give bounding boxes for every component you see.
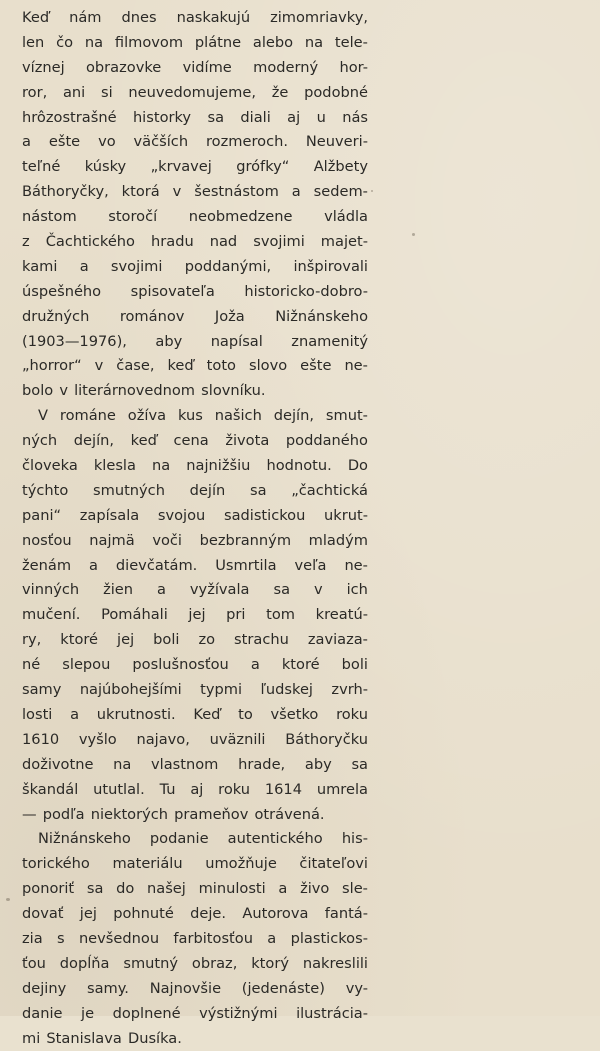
- word: vládla: [324, 208, 368, 226]
- word: vlastnom: [151, 755, 219, 773]
- text-line: [22, 354, 368, 379]
- word: smutných: [93, 481, 165, 499]
- word: na: [304, 33, 324, 51]
- word: historky: [132, 108, 192, 126]
- text-line: [22, 529, 368, 554]
- text-line: [22, 703, 368, 728]
- word: na: [113, 755, 132, 773]
- word: sedem-: [313, 183, 368, 201]
- word: dnes: [121, 9, 157, 26]
- word: cena: [173, 432, 209, 450]
- word: ror,: [22, 83, 48, 101]
- word: roku: [218, 780, 251, 798]
- text-line: [22, 578, 368, 603]
- word: aj: [190, 780, 204, 798]
- word: losti: [22, 705, 53, 723]
- word: autentického: [227, 830, 323, 848]
- word: v: [313, 581, 323, 599]
- word: dievčatám.: [115, 556, 198, 574]
- word: storočí: [108, 208, 158, 226]
- word: svojimi: [110, 257, 163, 275]
- paper-speck: [6, 898, 10, 901]
- word: Usmrtila: [215, 556, 277, 574]
- word: nad: [209, 233, 238, 251]
- word: aby: [155, 332, 183, 350]
- word: že: [271, 83, 289, 101]
- word: toto: [206, 357, 236, 375]
- word: pri: [226, 606, 246, 624]
- text-line: [22, 927, 368, 952]
- word: sa: [351, 755, 368, 773]
- word: umožňuje: [205, 855, 277, 873]
- word: živo: [300, 880, 330, 898]
- word: slovo: [248, 357, 288, 375]
- word: pohnuté: [113, 905, 174, 923]
- word: čase,: [116, 357, 155, 375]
- word: dejín,: [73, 432, 115, 450]
- word: doživotne: [22, 755, 94, 773]
- word: ľudskej: [260, 681, 313, 699]
- word: ženám: [22, 556, 72, 574]
- text-line: [22, 56, 368, 81]
- text-line: [22, 81, 368, 106]
- word: našej: [147, 880, 186, 898]
- text-line: [22, 952, 368, 977]
- text-line: [22, 205, 368, 230]
- word: najúbohejšími: [79, 681, 182, 699]
- word: Autorova: [242, 905, 309, 923]
- word: keď: [130, 432, 157, 450]
- word: Do: [347, 457, 368, 475]
- word: ne-: [344, 556, 368, 574]
- word: smut-: [325, 407, 368, 425]
- word: hodnotu.: [266, 457, 332, 475]
- word: neuvedomujeme,: [128, 83, 256, 101]
- text-line: [22, 1027, 368, 1051]
- word: škandál: [22, 780, 79, 798]
- word: ich: [346, 581, 368, 599]
- paper-speck: [371, 190, 373, 192]
- text-line: [22, 454, 368, 479]
- word: do: [116, 880, 135, 898]
- word: zimomriavky,: [270, 9, 368, 26]
- word: vy-: [345, 979, 368, 997]
- paragraph: [22, 404, 368, 827]
- word: klesla: [93, 457, 136, 475]
- word: plastickos-: [290, 929, 368, 947]
- word: Báthoryčku: [285, 730, 368, 748]
- text-line: [22, 728, 368, 753]
- word: svojimi: [253, 233, 305, 251]
- word: nám: [69, 9, 102, 26]
- word: ktorý: [251, 954, 289, 972]
- word: ktoré: [281, 656, 320, 674]
- paper-speck: [412, 233, 415, 236]
- word: né: [22, 656, 41, 674]
- word: neobmedzene: [188, 208, 293, 226]
- word: na: [84, 33, 104, 51]
- word: ilustrácia-: [296, 1004, 368, 1022]
- word: družných: [22, 307, 90, 325]
- word: grófky“: [236, 158, 290, 176]
- word: Čachtického: [45, 233, 135, 251]
- word: a: [22, 133, 31, 151]
- text-line: [22, 330, 368, 355]
- word: slovníku.: [201, 382, 266, 400]
- word: ťou: [22, 954, 46, 972]
- word: kreatú-: [315, 606, 368, 624]
- word: umrela: [316, 780, 368, 798]
- word: „čachtická: [291, 481, 368, 499]
- word: ponoriť: [22, 880, 75, 898]
- word: ne-: [344, 357, 368, 375]
- text-line: [22, 379, 368, 404]
- word: hrade,: [238, 755, 286, 773]
- word: aj: [287, 108, 301, 126]
- word: samy: [22, 681, 62, 699]
- word: znamenitý: [291, 332, 368, 350]
- text-line: [22, 429, 368, 454]
- text-line: [22, 504, 368, 529]
- word: románov: [119, 307, 185, 325]
- word: jej: [117, 631, 135, 649]
- word: —: [22, 805, 37, 823]
- word: alebo: [252, 33, 294, 51]
- word: boli: [341, 656, 368, 674]
- word: týchto: [22, 481, 69, 499]
- word: hor-: [339, 58, 368, 76]
- word: čitateľovi: [299, 855, 368, 873]
- text-line: [22, 902, 368, 927]
- word: Joža: [214, 307, 245, 325]
- word: jej: [188, 606, 206, 624]
- word: dejín,: [273, 407, 314, 425]
- word: dejiny: [22, 979, 67, 997]
- word: aby: [304, 755, 332, 773]
- word: ešte: [300, 357, 332, 375]
- word: v: [172, 183, 182, 201]
- word: voči: [152, 531, 182, 549]
- word: na: [152, 457, 171, 475]
- word: nevšednou: [78, 929, 160, 947]
- word: vidíme: [182, 58, 232, 76]
- word: hrôzostrašné: [22, 108, 117, 126]
- text-line: [22, 554, 368, 579]
- word: pani“: [22, 506, 62, 524]
- word: víznej: [22, 58, 65, 76]
- word: najavo,: [136, 730, 190, 748]
- word: keď: [167, 357, 194, 375]
- word: hradu: [151, 233, 194, 251]
- word: inšpirovali: [293, 257, 368, 275]
- word: a: [79, 257, 89, 275]
- text-line: [22, 305, 368, 330]
- word: šestnástom: [194, 183, 279, 201]
- word: z: [22, 233, 30, 251]
- word: zia: [22, 929, 43, 947]
- word: zvrh-: [331, 681, 368, 699]
- word: a: [157, 581, 166, 599]
- word: veľa: [294, 556, 327, 574]
- text-line: [22, 977, 368, 1002]
- word: teľné: [22, 158, 61, 176]
- word: obrazovke: [85, 58, 162, 76]
- word: zapísala: [79, 506, 140, 524]
- word: života: [225, 432, 270, 450]
- text-line: [22, 778, 368, 803]
- word: sa: [207, 108, 225, 126]
- word: doplnené: [112, 1004, 181, 1022]
- word: ných: [22, 432, 58, 450]
- word: svojou: [157, 506, 206, 524]
- word: (1903—1976),: [22, 332, 127, 350]
- text-line: [22, 479, 368, 504]
- word: torického: [22, 855, 90, 873]
- text-line: [22, 404, 368, 429]
- word: dovať: [22, 905, 64, 923]
- word: našich: [214, 407, 262, 425]
- word: 1610: [22, 730, 60, 748]
- word: V: [38, 407, 48, 425]
- word: kami: [22, 257, 58, 275]
- word: typmi: [200, 681, 243, 699]
- word: to: [238, 705, 253, 723]
- word: prameňov: [174, 805, 249, 823]
- word: danie: [22, 1004, 63, 1022]
- word: sa: [86, 880, 104, 898]
- word: v: [59, 382, 68, 400]
- word: si: [100, 83, 113, 101]
- word: nástom: [22, 208, 77, 226]
- word: materiálu: [112, 855, 183, 873]
- word: kus: [177, 407, 203, 425]
- word: sa: [273, 581, 291, 599]
- word: literárnovednom: [74, 382, 196, 400]
- word: najnižšiu: [186, 457, 251, 475]
- word: ožíva: [127, 407, 167, 425]
- word: románe: [59, 407, 116, 425]
- word: dejín: [189, 481, 226, 499]
- word: his-: [341, 830, 368, 848]
- word: roku: [336, 705, 368, 723]
- word: samy.: [86, 979, 129, 997]
- word: „krvavej: [150, 158, 212, 176]
- body-text: [22, 6, 368, 1051]
- word: u: [316, 108, 326, 126]
- word: poslušnosťou: [132, 656, 229, 674]
- word: ukrut-: [324, 506, 368, 524]
- word: ani: [62, 83, 86, 101]
- word: napísal: [210, 332, 263, 350]
- word: človeka: [22, 457, 78, 475]
- word: a: [278, 880, 288, 898]
- word: podanie: [149, 830, 209, 848]
- text-line: [22, 678, 368, 703]
- word: vinných: [22, 581, 80, 599]
- word: (jedenáste): [241, 979, 325, 997]
- word: niektorých: [90, 805, 169, 823]
- word: Stanislava: [46, 1029, 122, 1047]
- text-line: [22, 628, 368, 653]
- word: historicko-dobro-: [244, 282, 368, 300]
- paragraph: [22, 6, 368, 404]
- word: ktoré: [60, 631, 99, 649]
- text-line: [22, 155, 368, 180]
- word: väčších: [133, 133, 189, 151]
- word: je: [81, 1004, 95, 1022]
- word: Pomáhali: [101, 606, 168, 624]
- word: majet-: [320, 233, 368, 251]
- word: strachu: [234, 631, 289, 649]
- word: mučení.: [22, 606, 81, 624]
- word: tom: [266, 606, 296, 624]
- word: naskakujú: [176, 9, 251, 26]
- word: ešte: [48, 133, 81, 151]
- word: dopĺňa: [59, 954, 110, 972]
- word: Keď: [193, 705, 221, 723]
- word: rozmeroch.: [206, 133, 288, 151]
- word: ktorá: [121, 183, 160, 201]
- word: plátne: [194, 33, 242, 51]
- word: poddanými,: [184, 257, 272, 275]
- text-line: [22, 852, 368, 877]
- word: bezbranným: [199, 531, 292, 549]
- word: Nižnánskeho: [38, 830, 131, 848]
- word: smutný: [123, 954, 179, 972]
- word: a: [291, 183, 301, 201]
- text-line: [22, 753, 368, 778]
- word: boli: [153, 631, 180, 649]
- word: a: [89, 556, 98, 574]
- word: a: [70, 705, 80, 723]
- word: sle-: [342, 880, 368, 898]
- word: uväznili: [209, 730, 266, 748]
- word: moderný: [253, 58, 319, 76]
- word: nosťou: [22, 531, 72, 549]
- word: ututlal.: [93, 780, 145, 798]
- text-line: [22, 877, 368, 902]
- word: sadistickou: [223, 506, 306, 524]
- word: jej: [79, 905, 97, 923]
- word: podľa: [42, 805, 85, 823]
- text-line: [22, 130, 368, 155]
- word: v: [94, 357, 104, 375]
- word: Tu: [159, 780, 176, 798]
- word: diali: [240, 108, 271, 126]
- word: Dusíka.: [127, 1029, 182, 1047]
- word: filmovom: [114, 33, 184, 51]
- word: 1614: [264, 780, 302, 798]
- text-line: [22, 106, 368, 131]
- word: úspešného: [22, 282, 102, 300]
- text-line: [22, 1002, 368, 1027]
- word: deje.: [190, 905, 227, 923]
- word: ukrutnosti.: [96, 705, 176, 723]
- text-line: [22, 653, 368, 678]
- word: čo: [56, 33, 74, 51]
- word: a: [250, 656, 260, 674]
- word: fantá-: [324, 905, 368, 923]
- word: obraz,: [191, 954, 238, 972]
- text-line: [22, 827, 368, 852]
- word: Najnovšie: [149, 979, 222, 997]
- word: a: [267, 929, 277, 947]
- word: zo: [198, 631, 216, 649]
- text-line: [22, 6, 368, 31]
- word: Alžbety: [313, 158, 368, 176]
- word: kúsky: [84, 158, 127, 176]
- text-line: [22, 803, 368, 828]
- paragraph: [22, 827, 368, 1051]
- word: farbitosťou: [173, 929, 253, 947]
- text-line: [22, 603, 368, 628]
- word: minulosti: [198, 880, 266, 898]
- word: mladým: [308, 531, 368, 549]
- text-line: [22, 230, 368, 255]
- word: s: [57, 929, 65, 947]
- word: výstižnými: [199, 1004, 278, 1022]
- word: vyšlo: [78, 730, 117, 748]
- word: vo: [98, 133, 116, 151]
- word: ry,: [22, 631, 42, 649]
- text-line: [22, 180, 368, 205]
- word: Báthoryčky,: [22, 183, 109, 201]
- word: žien: [103, 581, 134, 599]
- word: najmä: [89, 531, 135, 549]
- word: slepou: [62, 656, 111, 674]
- word: vyžívala: [189, 581, 250, 599]
- word: všetko: [270, 705, 319, 723]
- word: Neuveri-: [305, 133, 368, 151]
- word: len: [22, 33, 45, 51]
- word: nás: [342, 108, 368, 126]
- word: spisovateľa: [130, 282, 215, 300]
- word: otrávená.: [254, 805, 325, 823]
- word: „horror“: [22, 357, 82, 375]
- word: nakreslili: [302, 954, 368, 972]
- word: podobné: [304, 83, 368, 101]
- word: zaviaza-: [307, 631, 368, 649]
- word: mi: [22, 1029, 41, 1047]
- word: sa: [249, 481, 267, 499]
- text-line: [22, 255, 368, 280]
- text-line: [22, 31, 368, 56]
- word: poddaného: [285, 432, 368, 450]
- word: Keď: [22, 9, 50, 26]
- text-line: [22, 280, 368, 305]
- word: tele-: [334, 33, 368, 51]
- word: bolo: [22, 382, 54, 400]
- word: Nižnánskeho: [275, 307, 368, 325]
